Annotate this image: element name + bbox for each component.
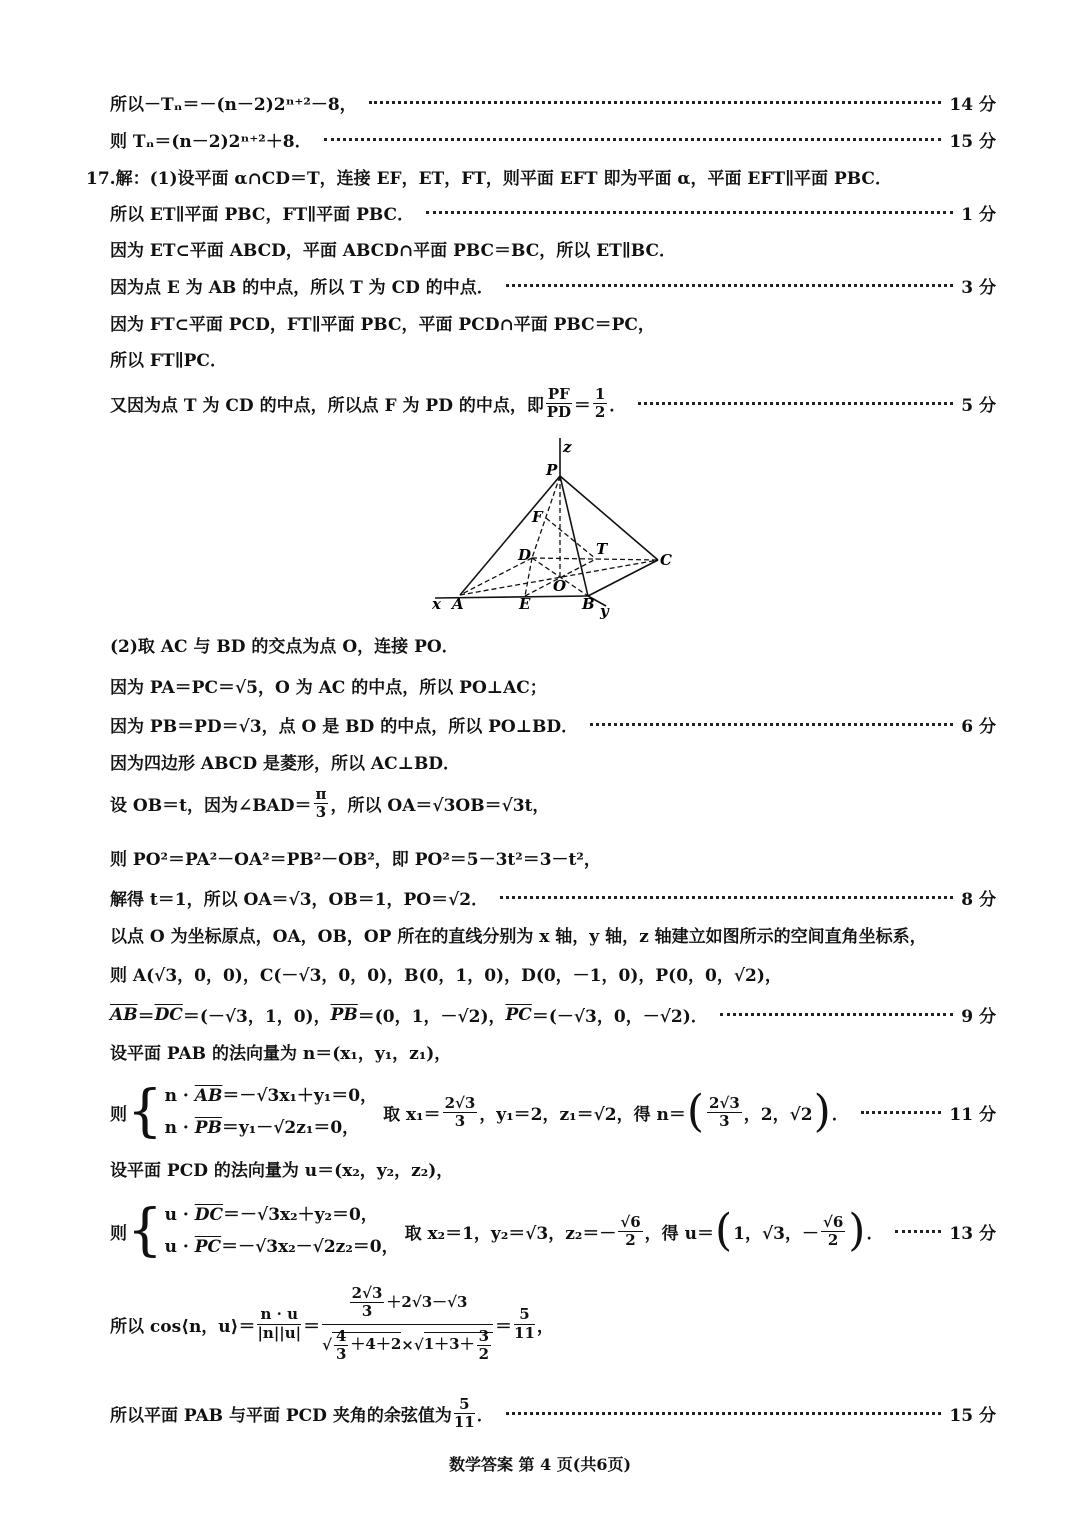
label-d: D xyxy=(518,546,532,564)
line-text: 1＋3＋ xyxy=(423,1335,475,1354)
line-text: n · xyxy=(164,1086,195,1106)
line-text: ＝－√3x₂－√2z₂＝0， xyxy=(221,1237,399,1258)
leader-dots xyxy=(590,723,953,726)
line-text: u · xyxy=(164,1237,195,1258)
fraction xyxy=(443,1095,478,1131)
line-text: 1，√3，－ xyxy=(733,1223,819,1244)
vector-dc: $\overline{DC}$ xyxy=(154,1004,183,1025)
line-text: ＝－√3x₂＋y₂＝0， xyxy=(223,1205,378,1225)
score: 15 分 xyxy=(949,132,996,152)
denominator: 2 xyxy=(478,1344,490,1363)
fraction xyxy=(618,1214,642,1250)
solution-line xyxy=(110,712,996,737)
numerator: 2√3 xyxy=(351,1284,383,1302)
vector-pb: $\overline{PB}$ xyxy=(194,1118,222,1139)
denominator: 2 xyxy=(625,1230,636,1249)
leader-dots xyxy=(369,101,942,104)
solution-line xyxy=(110,90,996,115)
denominator: 3 xyxy=(719,1111,730,1130)
score: 9 分 xyxy=(961,1007,996,1027)
equation xyxy=(165,1231,399,1263)
equation xyxy=(165,1080,377,1112)
score: 5 分 xyxy=(961,396,996,417)
equation-system xyxy=(165,1080,377,1145)
score: 1 分 xyxy=(961,205,996,225)
line-text: ＝(－√3，0，－√2)． xyxy=(531,1007,708,1027)
times: × xyxy=(401,1335,414,1354)
line-text: ＝y₁－√2z₁＝0， xyxy=(221,1118,360,1139)
fraction xyxy=(707,1095,742,1131)
line-text: 所以 FT∥PC． xyxy=(110,351,227,371)
solution-line xyxy=(110,1080,996,1145)
solution-line xyxy=(86,164,996,189)
denominator: 11 xyxy=(514,1323,535,1342)
score: 3 分 xyxy=(961,278,996,298)
line-text: ＝(－√3，1，0)， xyxy=(182,1007,331,1027)
line-text: ＝(0，1，－√2)， xyxy=(357,1007,506,1027)
right-paren: ) xyxy=(813,1086,831,1138)
solution-line xyxy=(110,310,996,335)
numerator: 2√3 xyxy=(444,1093,476,1112)
edge-pa xyxy=(460,476,560,595)
line-text: ， xyxy=(536,1316,554,1337)
label-z: z xyxy=(563,438,572,456)
edge-pc xyxy=(560,476,658,560)
leader-dots xyxy=(638,402,953,405)
solution-line xyxy=(110,922,996,947)
equation-system xyxy=(165,1199,399,1264)
solution-line xyxy=(110,749,996,774)
line-text: 因为点 E 为 AB 的中点，所以 T 为 CD 的中点． xyxy=(110,278,494,298)
line-text: 因为四边形 ABCD 是菱形，所以 AC⊥BD． xyxy=(110,754,461,774)
line-text: 所以 cos⟨n，u⟩＝ xyxy=(110,1316,256,1337)
leader-dots xyxy=(720,1013,954,1016)
label-x: x xyxy=(432,595,441,613)
line-text: 又因为点 T 为 CD 的中点，所以点 F 为 PD 的中点，即 xyxy=(110,396,544,417)
line-text: 则 PO²＝PA²－OA²＝PB²－OB²，即 PO²＝5－3t²＝3－t²， xyxy=(110,850,601,870)
leader-dots xyxy=(506,1412,942,1415)
leader-dots xyxy=(895,1230,941,1233)
line-text: 17.解：(1)设平面 α∩CD＝T，连接 EF，ET，FT，则平面 EFT 即为平面 α，平面 EFT∥平面 PBC． xyxy=(86,169,892,189)
leader-dots xyxy=(426,211,953,214)
leader-dots xyxy=(324,138,942,141)
line-text: 所以平面 PAB 与平面 PCD 夹角的余弦值为 xyxy=(110,1406,452,1427)
numerator: 5 xyxy=(454,1396,475,1414)
line-text: 设平面 PAB 的法向量为 n＝(x₁，y₁，z₁)， xyxy=(110,1044,452,1064)
label-t: T xyxy=(596,540,608,558)
line-text: 解得 t＝1，所以 OA＝√3，OB＝1，PO＝√2． xyxy=(110,890,489,910)
line-text: ． xyxy=(476,1406,494,1427)
line-text: 所以 ET∥平面 PBC，FT∥平面 PBC． xyxy=(110,205,415,225)
score: 13 分 xyxy=(949,1223,996,1244)
sqrt xyxy=(423,1326,493,1363)
line-text: 设 OB＝t，因为∠BAD＝ xyxy=(110,796,312,817)
right-paren: ) xyxy=(848,1205,866,1257)
solution-line xyxy=(110,236,996,261)
fraction xyxy=(314,786,329,822)
denominator: |n||u| xyxy=(257,1323,302,1342)
line-text: n · xyxy=(164,1118,195,1139)
label-p: P xyxy=(546,461,558,479)
numerator: 5 xyxy=(514,1306,535,1324)
line-text: ，2，√2 xyxy=(743,1104,813,1125)
line-text: ． xyxy=(866,1223,884,1244)
denominator: 11 xyxy=(453,1413,475,1432)
sqrt xyxy=(332,1326,402,1363)
fraction xyxy=(454,1396,475,1432)
fraction xyxy=(350,1285,385,1321)
denominator: 3 xyxy=(361,1302,373,1321)
leader-dots xyxy=(506,284,953,287)
line-text: 因为 PB＝PD＝√3，点 O 是 BD 的中点，所以 PO⊥BD． xyxy=(110,717,579,737)
cosine-fraction xyxy=(322,1285,493,1363)
solution-line xyxy=(110,386,996,422)
equals: ＝ xyxy=(303,1316,321,1337)
line-text: ． xyxy=(609,396,627,417)
page-footer: 数学答案 第 4 页(共6页) xyxy=(448,1455,632,1474)
line-text: ． xyxy=(831,1104,849,1125)
solution-line xyxy=(110,127,996,152)
denominator: 3 xyxy=(454,1111,466,1130)
vector-pb: $\overline{PB}$ xyxy=(330,1004,358,1025)
fraction xyxy=(477,1328,491,1364)
solution-line xyxy=(110,632,996,657)
solution-line xyxy=(110,885,996,910)
denominator: 2 xyxy=(827,1230,839,1249)
score: 15 分 xyxy=(949,1406,996,1427)
label-f: F xyxy=(532,508,543,526)
left-paren: ( xyxy=(686,1086,705,1138)
fraction xyxy=(593,386,607,422)
numerator: PF xyxy=(547,385,570,403)
numerator: 4 xyxy=(335,1326,347,1345)
leader-dots xyxy=(500,896,953,899)
denominator: PD xyxy=(546,403,571,422)
line-text: 以点 O 为坐标原点，OA，OB，OP 所在的直线分别为 x 轴，y 轴，z 轴建立如图所示的空间直角坐标系， xyxy=(110,927,927,947)
label-o: O xyxy=(553,577,567,595)
line-text: 因为 ET⊂平面 ABCD，平面 ABCD∩平面 PBC＝BC，所以 ET∥BC． xyxy=(110,241,677,261)
solution-line xyxy=(110,1199,996,1264)
line-text: 设平面 PCD 的法向量为 u＝(x₂，y₂，z₂)， xyxy=(110,1161,454,1181)
label-a: A xyxy=(452,595,464,613)
line-text: 则 A(√3，0，0)，C(－√3，0，0)，B(0，1，0)，D(0，－1，0)，P(0，0，√2)， xyxy=(110,966,782,986)
fraction xyxy=(821,1214,845,1250)
denominator: √ $\frac{4}{3}$ ＋4＋2×√1＋3＋ $\frac{3}{2}$ xyxy=(322,1325,493,1364)
line-text: 因为 FT⊂平面 PCD，FT∥平面 PBC，平面 PCD∩平面 PBC＝PC， xyxy=(110,315,655,335)
fraction xyxy=(257,1306,301,1342)
solution-line xyxy=(110,346,996,371)
solution-line xyxy=(110,1156,996,1181)
line-text: 则 xyxy=(110,1223,127,1244)
numerator: √6 xyxy=(822,1212,844,1231)
line-text: ＋4＋2 xyxy=(350,1335,402,1354)
line-text: u · xyxy=(164,1205,195,1225)
solution-line xyxy=(110,786,996,822)
numerator: 2√3 xyxy=(709,1093,740,1112)
numerator: n · u xyxy=(257,1306,301,1324)
left-paren: ( xyxy=(714,1205,733,1257)
denominator: 2 xyxy=(594,403,606,422)
edge-bc xyxy=(588,560,658,596)
brace: { xyxy=(127,1079,163,1145)
score: 11 分 xyxy=(949,1104,996,1125)
solution-line xyxy=(110,1285,996,1363)
fraction xyxy=(334,1328,348,1364)
line-text: 因为 PA＝PC＝√5，O 为 AC 的中点，所以 PO⊥AC； xyxy=(110,678,547,698)
line-text: 则 Tₙ＝(n－2)2ⁿ⁺²＋8． xyxy=(110,132,312,152)
equals: ＝ xyxy=(573,396,591,417)
line-text: ，y₁＝2，z₁＝√2，得 n＝ xyxy=(479,1104,686,1125)
vector-pc: $\overline{PC}$ xyxy=(194,1237,222,1258)
leader-dots xyxy=(861,1111,942,1114)
numerator: 3 xyxy=(478,1326,490,1345)
line-text: 所以－Tₙ＝－(n－2)2ⁿ⁺²－8， xyxy=(110,95,357,115)
fraction xyxy=(546,386,572,422)
line-text: (2)取 AC 与 BD 的交点为点 O，连接 PO． xyxy=(110,637,459,657)
numerator: 1 xyxy=(594,385,606,403)
label-y: y xyxy=(600,602,609,620)
score: 8 分 xyxy=(961,890,996,910)
label-b: B xyxy=(582,595,595,613)
numerator xyxy=(322,1285,493,1325)
solution-line xyxy=(110,961,996,986)
edge-dc xyxy=(532,558,658,560)
numerator: π xyxy=(315,785,327,803)
vector-pc: $\overline{PC}$ xyxy=(505,1004,532,1025)
numerator: √6 xyxy=(620,1212,641,1231)
line-text: ，得 u＝ xyxy=(644,1223,714,1244)
solution-line xyxy=(110,1039,996,1064)
fraction xyxy=(514,1306,535,1342)
score: 6 分 xyxy=(961,717,996,737)
solution-line xyxy=(110,1002,996,1027)
line-text: 取 x₂＝1，y₂＝√3，z₂＝－ xyxy=(404,1223,617,1244)
line-text: ，所以 OA＝√3OB＝√3t， xyxy=(330,796,550,817)
vector-ab: $\overline{AB}$ xyxy=(194,1086,223,1106)
label-e: E xyxy=(519,595,531,613)
equals: ＝ xyxy=(495,1316,513,1337)
equation xyxy=(165,1199,399,1231)
solution-line xyxy=(110,200,996,225)
vector-dc: $\overline{DC}$ xyxy=(194,1205,224,1225)
solution-line xyxy=(110,273,996,298)
solution-line xyxy=(110,845,996,870)
line-text: 则 xyxy=(110,1104,127,1125)
pyramid-figure xyxy=(420,438,690,620)
line-text: ＝ xyxy=(137,1007,155,1027)
brace: { xyxy=(127,1198,163,1264)
line-text: 取 x₁＝ xyxy=(383,1104,441,1125)
solution-line xyxy=(110,673,996,698)
line-text: ＝－√3x₁＋y₁＝0， xyxy=(222,1086,378,1106)
denominator: 3 xyxy=(335,1344,347,1363)
vector-ab: $\overline{AB}$ xyxy=(110,1004,138,1025)
equation xyxy=(165,1112,377,1144)
score: 14 分 xyxy=(949,95,996,115)
denominator: 3 xyxy=(315,803,327,822)
label-c: C xyxy=(660,551,672,569)
line-text: ＋2√3－√3 xyxy=(386,1292,468,1311)
solution-line xyxy=(110,1396,996,1432)
